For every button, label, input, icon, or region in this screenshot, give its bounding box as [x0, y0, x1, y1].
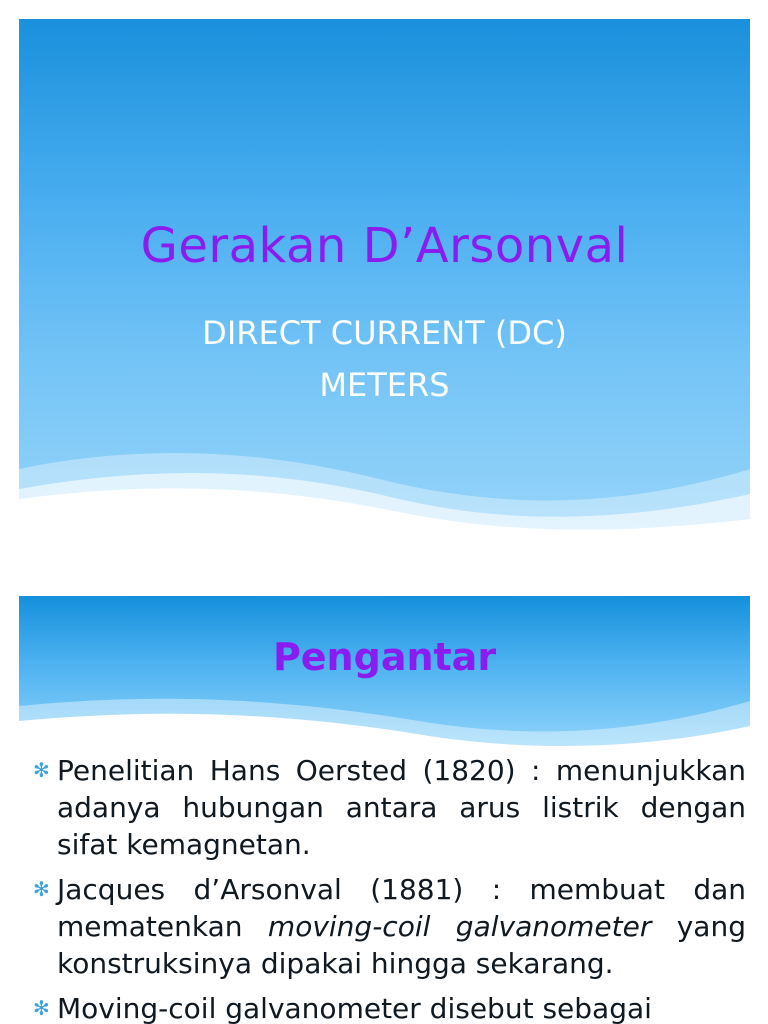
bullet-item: [33, 752, 746, 863]
subtitle-line-1: DIRECT CURRENT (DC): [202, 314, 567, 352]
wave-decoration: [19, 439, 750, 549]
slide-subtitle: [19, 307, 750, 411]
asterisk-bullet-icon: ✻: [33, 758, 50, 782]
bullet-text: Moving-coil galvanometer disebut sebagai: [57, 992, 652, 1024]
bullet-text-after: yang konstruksinya dipakai hingga sekarang.: [57, 910, 746, 980]
title-slide: [19, 19, 750, 549]
subtitle-line-2: METERS: [319, 366, 450, 404]
slide-heading: Pengantar: [272, 635, 497, 679]
asterisk-bullet-icon: ✻: [33, 996, 50, 1020]
header-wave-decoration: [19, 686, 750, 756]
bullet-item: [33, 871, 746, 982]
content-slide: [19, 596, 750, 1024]
asterisk-bullet-icon: ✻: [33, 877, 50, 901]
bullet-text-before: Jacques d’Arsonval (1881) : membuat dan mematenkan: [57, 873, 746, 943]
slide-title: Gerakan D’Arsonval: [140, 218, 629, 274]
bullet-text-italic: moving-coil galvanometer: [267, 910, 652, 943]
bullet-item: [33, 990, 746, 1024]
bullet-text: Penelitian Hans Oersted (1820) : menunjukkan adanya hubungan antara arus listrik dengan sifat kemagnetan.: [57, 754, 746, 861]
bullet-list: [33, 752, 746, 1024]
